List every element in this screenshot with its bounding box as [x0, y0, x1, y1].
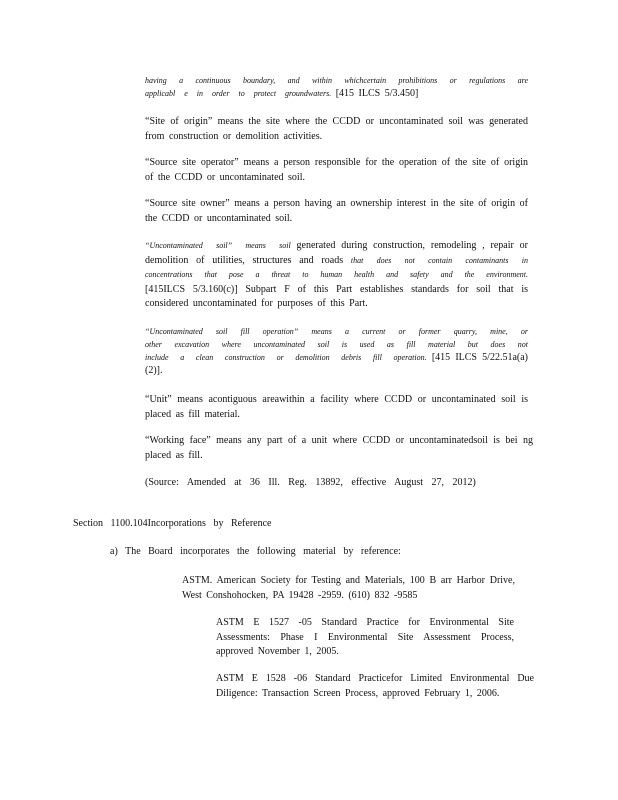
- source-site-owner-text: “Source site owner” means a person having an ownership interest in the site of origin of the CCDD or uncontaminated soil.: [145, 198, 528, 224]
- section-heading: [73, 517, 393, 532]
- astm-e1527-entry: [216, 616, 514, 660]
- astm-address-text: ASTM. American Society for Testing and Materials, 100 B arr Harbor Drive, West Conshohocken, PA 19428 -2959. (610) 832 -9585: [182, 575, 515, 601]
- uncontaminated-soil-term: “Uncontaminated soil” means soil: [145, 241, 291, 250]
- subsection-a-text: a) The Board incorporates the following material by reference:: [110, 546, 401, 557]
- definition-unit: [145, 393, 528, 422]
- soil-fill-operation-text: “Uncontaminated soil fill operation” means a current or former quarry, mine, or other excavation where uncontaminated soil is used as fill material but does not include a clean construction or demolition debris fill operation.: [145, 327, 528, 362]
- source-note: [145, 476, 545, 491]
- uncontaminated-soil-statutory: that does not contain contaminants in concentrations that pose a threat to human health and safety and the environment.: [145, 255, 528, 279]
- definition-working-face: [145, 434, 533, 463]
- definition-continuation-citation: [415 ILCS 5/3.450]: [331, 88, 419, 99]
- unit-text: “Unit” means acontiguous areawithin a facility where CCDD or uncontaminated soil is placed as fill material.: [145, 394, 528, 420]
- definition-continuation: [145, 74, 528, 100]
- definition-uncontaminated-soil-fill-operation: [145, 325, 528, 377]
- soil-fill-operation-citation: [415 ILCS 5/22.51a(a)(2)].: [145, 352, 528, 376]
- astm-e1528-text: ASTM E 1528 -06 Standard Practicefor Limited Environmental Due Diligence: Transaction Screen Process, approved February 1, 2006.: [216, 673, 534, 699]
- definition-site-of-origin: [145, 115, 528, 144]
- source-site-operator-text: “Source site operator” means a person responsible for the operation of the site of origin of the CCDD or uncontaminated soil.: [145, 157, 528, 183]
- definition-source-site-operator: [145, 156, 528, 185]
- working-face-text: “Working face” means any part of a unit where CCDD or uncontaminatedsoil is bei ng placed as fill.: [145, 435, 533, 461]
- uncontaminated-soil-citation: [415ILCS 5/3.160(c)] Subpart F of this Part establishes standards for soil that is considered uncontaminated for purposes of this Part.: [145, 283, 528, 309]
- astm-e1528-entry: [216, 672, 534, 701]
- definition-continuation-italic: having a continuous boundary, and within whichcertain prohibitions or regulations are applicabl e in order to protect groundwaters.: [145, 76, 528, 98]
- definition-source-site-owner: [145, 197, 528, 226]
- astm-address: [182, 574, 515, 603]
- site-of-origin-text: “Site of origin” means the site where the CCDD or uncontaminated soil was generated from construction or demolition activities.: [145, 116, 528, 142]
- source-note-text: (Source: Amended at 36 Ill. Reg. 13892, effective August 27, 2012): [145, 477, 476, 488]
- astm-e1527-text: ASTM E 1527 -05 Standard Practice for Environmental Site Assessments: Phase I Environmental Site Assessment Process, approved November 1, 2005.: [216, 617, 514, 657]
- subsection-a: [110, 545, 450, 560]
- definition-uncontaminated-soil: [145, 239, 528, 312]
- section-heading-text: Section 1100.104Incorporations by Reference: [73, 518, 272, 529]
- uncontaminated-soil-body: generated during construction, remodeling , repair or demolition of utilities, structures and roads: [145, 240, 528, 266]
